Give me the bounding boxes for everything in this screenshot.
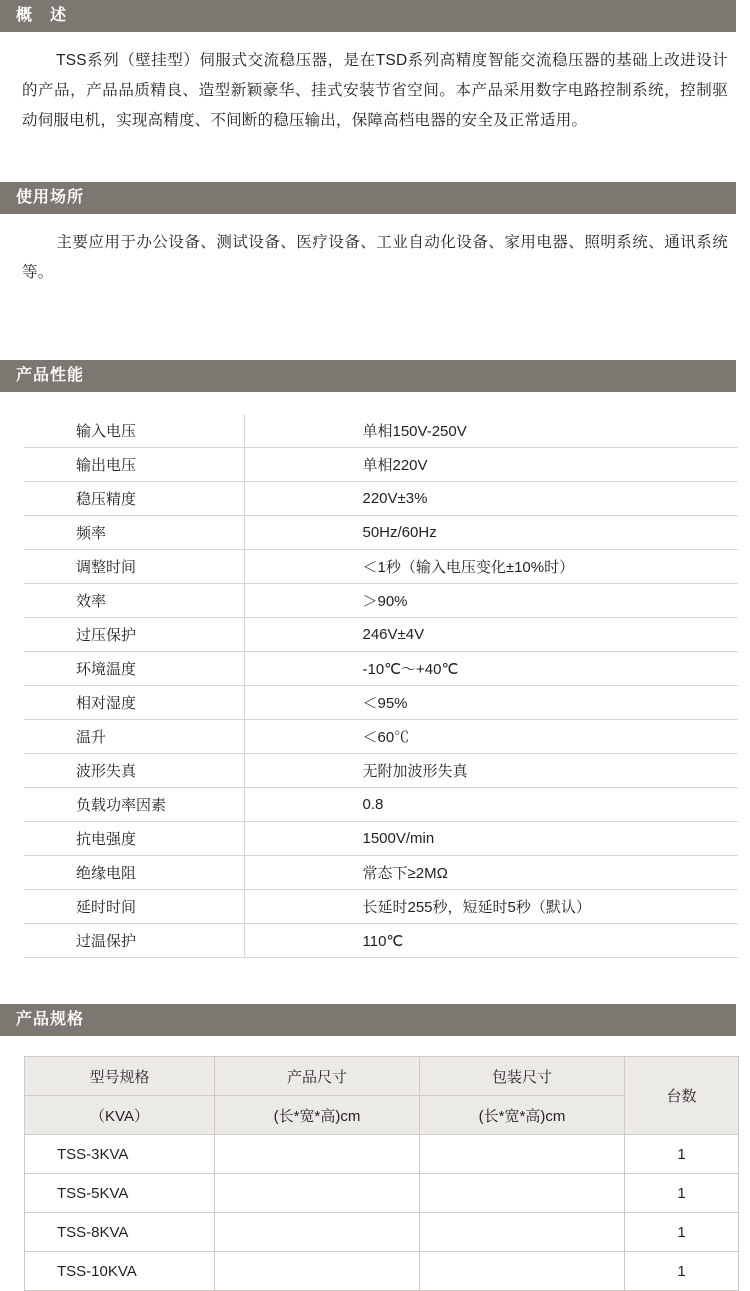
performance-key: 相对湿度 (24, 686, 244, 720)
section-title-usage: 使用场所 (16, 189, 85, 206)
performance-key: 绝缘电阻 (24, 856, 244, 890)
performance-value: 1500V/min (244, 822, 738, 856)
performance-key: 抗电强度 (24, 822, 244, 856)
section-header-spec (0, 1004, 750, 1036)
spec-model: TSS-10KVA (25, 1252, 215, 1291)
spec-package-size (420, 1135, 625, 1174)
performance-key: 温升 (24, 720, 244, 754)
section-bar-tail (736, 182, 750, 214)
spacer (18, 136, 732, 182)
spec-qty: 1 (625, 1252, 739, 1291)
performance-row (24, 890, 738, 924)
performance-value: 246V±4V (244, 618, 738, 652)
performance-row (24, 822, 738, 856)
spec-product-size (215, 1174, 420, 1213)
spacer (18, 288, 732, 334)
performance-value: ＜95% (244, 686, 738, 720)
performance-key: 负载功率因素 (24, 788, 244, 822)
performance-value: 50Hz/60Hz (244, 516, 738, 550)
spacer (18, 334, 732, 360)
performance-value: -10℃～+40℃ (244, 652, 738, 686)
section-header-usage (0, 182, 750, 214)
performance-key: 延时时间 (24, 890, 244, 924)
spec-qty: 1 (625, 1213, 739, 1252)
overview-paragraph-text: TSS系列（壁挂型）伺服式交流稳压器，是在TSD系列高精度智能交流稳压器的基础上改进设计的产品，产品品质精良、造型新颖豪华、挂式安装节省空间。本产品采用数字电路控制系统，控制驱动伺服电机，实现高精度、不间断的稳压输出，保障高档电器的安全及正常适用。 (22, 52, 728, 129)
performance-key: 效率 (24, 584, 244, 618)
spec-row (25, 1174, 739, 1213)
performance-key: 输入电压 (24, 414, 244, 448)
spec-package-size (420, 1252, 625, 1291)
performance-key: 输出电压 (24, 448, 244, 482)
spec-product-size (215, 1252, 420, 1291)
spec-header-product-size: 产品尺寸 (215, 1057, 420, 1096)
usage-paragraph (22, 228, 728, 288)
performance-row (24, 754, 738, 788)
performance-value: 单相150V-250V (244, 414, 738, 448)
performance-row (24, 686, 738, 720)
spec-qty: 1 (625, 1135, 739, 1174)
spec-package-size (420, 1213, 625, 1252)
spec-model: TSS-5KVA (25, 1174, 215, 1213)
performance-row (24, 720, 738, 754)
spec-row (25, 1135, 739, 1174)
spec-table (24, 1056, 739, 1291)
performance-value: ＜1秒（输入电压变化±10%时） (244, 550, 738, 584)
performance-key: 环境温度 (24, 652, 244, 686)
performance-row (24, 584, 738, 618)
section-header-performance (0, 360, 750, 392)
performance-row (24, 414, 738, 448)
spec-package-size (420, 1174, 625, 1213)
performance-row (24, 856, 738, 890)
performance-value: 220V±3% (244, 482, 738, 516)
performance-value: 0.8 (244, 788, 738, 822)
overview-paragraph (22, 46, 728, 136)
performance-value: 110℃ (244, 924, 738, 958)
performance-row (24, 550, 738, 584)
performance-row (24, 788, 738, 822)
spec-model: TSS-3KVA (25, 1135, 215, 1174)
section-bar-tail (736, 1004, 750, 1036)
spec-subheader-package-dims: (长*宽*高)cm (420, 1096, 625, 1135)
performance-key: 频率 (24, 516, 244, 550)
spec-product-size (215, 1213, 420, 1252)
performance-value: 常态下≥2MΩ (244, 856, 738, 890)
section-title-overview: 概 述 (16, 7, 68, 24)
usage-paragraph-text: 主要应用于办公设备、测试设备、医疗设备、工业自动化设备、家用电器、照明系统、通讯系统等。 (22, 234, 728, 281)
performance-row (24, 618, 738, 652)
performance-value: 长延时255秒，短延时5秒（默认） (244, 890, 738, 924)
spec-header-package-size: 包装尺寸 (420, 1057, 625, 1096)
spec-qty: 1 (625, 1174, 739, 1213)
performance-row (24, 924, 738, 958)
performance-key: 稳压精度 (24, 482, 244, 516)
performance-value: ＜60℃ (244, 720, 738, 754)
performance-row (24, 516, 738, 550)
spec-subheader-kva: （KVA） (25, 1096, 215, 1135)
performance-table (24, 414, 738, 958)
spec-product-size (215, 1135, 420, 1174)
spec-header-row-top (25, 1057, 739, 1096)
performance-key: 调整时间 (24, 550, 244, 584)
spec-header-model: 型号规格 (25, 1057, 215, 1096)
section-bar-tail (736, 360, 750, 392)
spec-row (25, 1252, 739, 1291)
performance-key: 波形失真 (24, 754, 244, 788)
performance-value: 无附加波形失真 (244, 754, 738, 788)
performance-value: 单相220V (244, 448, 738, 482)
spec-table-head (25, 1057, 739, 1135)
performance-row (24, 482, 738, 516)
spec-model: TSS-8KVA (25, 1213, 215, 1252)
section-title-performance: 产品性能 (16, 367, 85, 384)
spacer (18, 958, 732, 1004)
spec-header-qty: 台数 (625, 1057, 739, 1135)
performance-key: 过压保护 (24, 618, 244, 652)
performance-row (24, 448, 738, 482)
section-header-overview (0, 0, 750, 32)
spec-row (25, 1213, 739, 1252)
section-title-spec: 产品规格 (16, 1011, 85, 1028)
performance-row (24, 652, 738, 686)
spec-subheader-product-dims: (长*宽*高)cm (215, 1096, 420, 1135)
section-bar-tail (736, 0, 750, 32)
performance-key: 过温保护 (24, 924, 244, 958)
performance-value: ＞90% (244, 584, 738, 618)
